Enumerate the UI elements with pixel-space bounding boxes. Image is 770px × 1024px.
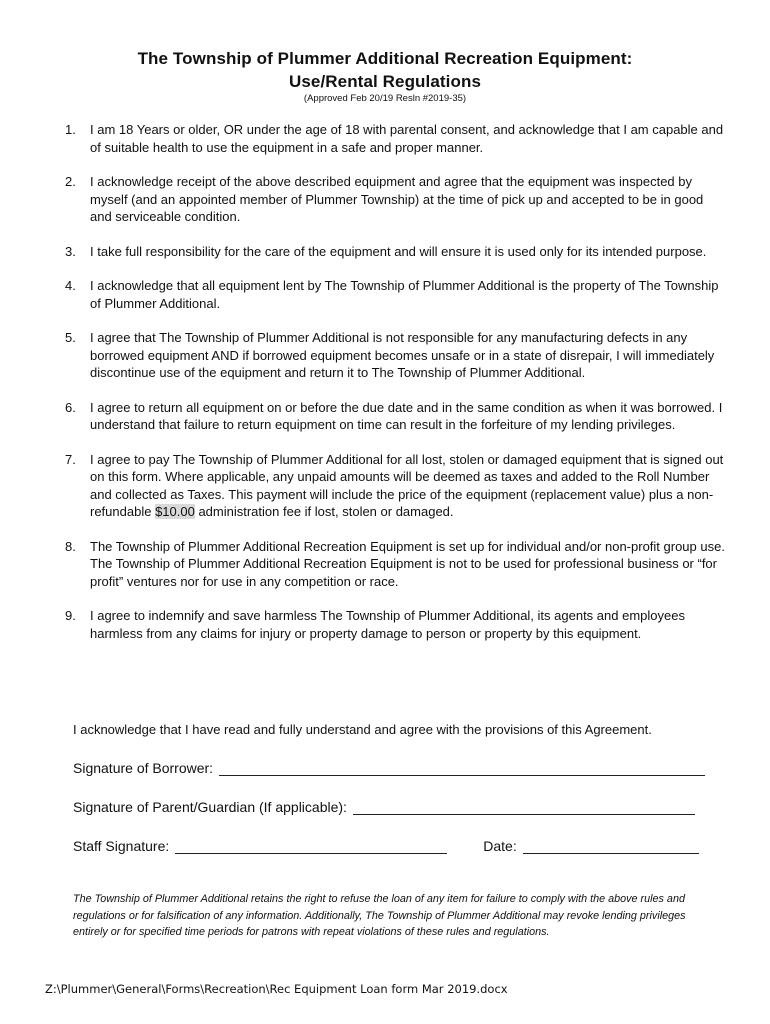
provision-item	[65, 329, 725, 382]
borrower-signature-label: Signature of Borrower:	[73, 760, 214, 776]
provision-text: I acknowledge receipt of the above described equipment and agree that the equipment was inspected by myself (and an appointed member of Plummer Township) at the time of pick up and accepted to be in good and serviceable condition.	[90, 174, 704, 224]
parent-signature-label: Signature of Parent/Guardian (If applicable):	[73, 799, 347, 815]
provision-number: 9.	[65, 608, 76, 623]
date-field[interactable]	[523, 839, 699, 854]
staff-signature-field[interactable]	[175, 839, 447, 854]
provision-item	[65, 277, 725, 312]
provision-text: I agree that The Township of Plummer Additional is not responsible for any manufacturing defects in any borrowed equipment AND if borrowed equipment becomes unsafe or in a state of disrepair, I will immediately discontinue use of the equipment and return it to The Township of Plummer Additional.	[90, 330, 715, 380]
provision-item	[65, 121, 725, 156]
provision-text: I acknowledge that all equipment lent by The Township of Plummer Additional is the property of The Township of Plummer Additional.	[90, 278, 719, 311]
provision-number: 6.	[65, 399, 76, 415]
acknowledgement-statement: I acknowledge that I have read and fully understand and agree with the provisions of this Agreement.	[73, 722, 652, 737]
approval-note: (Approved Feb 20/19 Resln #2019-35)	[303, 93, 467, 104]
provision-number: 1.	[65, 122, 76, 137]
title-line-1: The Township of Plummer Additional Recreation Equipment:	[137, 49, 633, 68]
borrower-signature-field[interactable]	[219, 761, 705, 776]
provision-item	[65, 173, 725, 226]
provision-text-part: administration fee if lost, stolen or damaged.	[194, 504, 454, 519]
provision-text-part: I agree to pay The Township of Plummer Additional for all lost, stolen or damaged equipment that is signed out on this form. Where applicable, any unpaid amounts will be deemed as taxes and added to the Roll Number and collected as Taxes. This payment will include the price of the equipment (replacement value) plus a non-refundable	[90, 451, 724, 519]
provision-number: 5.	[65, 330, 76, 345]
file-path-footer: Z:\Plummer\General\Forms\Recreation\Rec Equipment Loan form Mar 2019.docx	[45, 982, 508, 996]
provision-item	[65, 538, 725, 591]
provision-number: 7.	[65, 451, 76, 467]
parent-signature-row	[73, 799, 695, 815]
disclaimer-note: The Township of Plummer Additional retains the right to refuse the loan of any item for failure to comply with the above rules and regulations or for falsification of any information. Additionally, The Township of Plummer Additional may revoke lending privileges entirely or for specified time periods for patrons with repeat violations of these rules and regulations.	[73, 893, 686, 938]
admin-fee-amount: $10.00	[155, 504, 195, 519]
provisions-list	[65, 121, 725, 659]
provision-number: 2.	[65, 174, 76, 189]
provision-text: I take full responsibility for the care of the equipment and will ensure it is used only for its intended purpose.	[90, 243, 707, 259]
provision-text: I agree to indemnify and save harmless The Township of Plummer Additional, its agents and employees harmless from any claims for injury or property damage to person or property by this equipment.	[90, 608, 685, 641]
provision-item	[65, 451, 725, 521]
document-title	[0, 47, 770, 93]
provision-item	[65, 399, 725, 434]
provision-text: I agree to return all equipment on or before the due date and in the same condition as when it was borrowed. I understand that failure to return equipment on time can result in the forfeiture of my lending privileges.	[90, 399, 723, 432]
date-label: Date:	[483, 838, 517, 854]
provision-number: 4.	[65, 278, 76, 293]
provision-number: 3.	[65, 243, 76, 259]
provision-number: 8.	[65, 538, 76, 554]
provision-item	[65, 607, 725, 642]
title-line-2: Use/Rental Regulations	[288, 72, 482, 91]
provision-item	[65, 243, 725, 261]
staff-signature-label: Staff Signature:	[73, 838, 170, 854]
borrower-signature-row	[73, 760, 705, 776]
parent-signature-field[interactable]	[353, 800, 695, 815]
provision-text: I am 18 Years or older, OR under the age of 18 with parental consent, and acknowledge that I am capable and of suitable health to use the equipment in a safe and proper manner.	[90, 122, 724, 155]
provision-text: The Township of Plummer Additional Recreation Equipment is set up for individual and/or non-profit group use. The Township of Plummer Additional Recreation Equipment is not to be used for professional business or “for profit” ventures nor for use in any competition or race.	[90, 538, 725, 589]
staff-signature-row	[73, 838, 699, 854]
